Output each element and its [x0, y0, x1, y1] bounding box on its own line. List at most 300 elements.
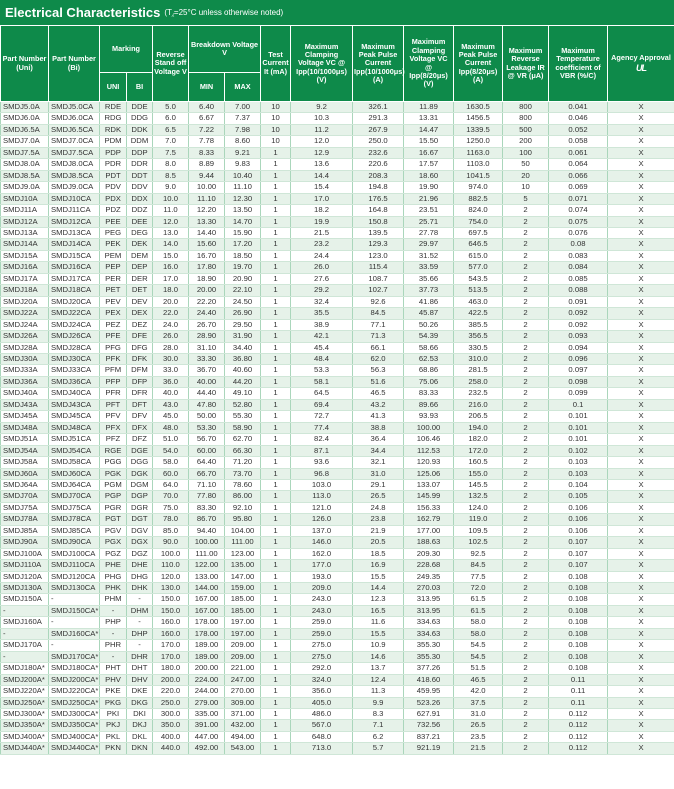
cell-clamp-8-20: 31.52	[404, 250, 454, 261]
cell-peak-8-20: 182.0	[454, 434, 503, 445]
cell-part-bi: SMDJ54CA	[49, 445, 100, 456]
cell-breakdown-min: 53.30	[189, 422, 225, 433]
cell-reverse-standoff: 45.0	[153, 411, 189, 422]
cell-peak-8-20: 974.0	[454, 182, 503, 193]
cell-part-uni: SMDJ17A	[1, 273, 49, 284]
cell-marking-uni: PKE	[100, 686, 127, 697]
cell-test-current: 1	[261, 617, 291, 628]
cell-breakdown-min: 22.20	[189, 296, 225, 307]
cell-part-uni: SMDJ48A	[1, 422, 49, 433]
cell-part-bi: SMDJ6.5CA	[49, 124, 100, 135]
cell-part-bi: -	[49, 617, 100, 628]
table-row	[1, 124, 674, 135]
cell-breakdown-min: 122.00	[189, 560, 225, 571]
cell-peak-8-20: 37.5	[454, 697, 503, 708]
cell-peak-8-20: 281.5	[454, 365, 503, 376]
cell-peak-8-20: 646.5	[454, 239, 503, 250]
cell-breakdown-min: 94.40	[189, 525, 225, 536]
cell-breakdown-max: 7.00	[225, 102, 261, 113]
cell-peak-10-1000: 115.4	[353, 262, 404, 273]
cell-clamp-8-20: 627.91	[404, 709, 454, 720]
cell-marking-bi: DER	[127, 273, 153, 284]
cell-test-current: 1	[261, 709, 291, 720]
cell-peak-10-1000: 84.5	[353, 308, 404, 319]
cell-test-current: 1	[261, 342, 291, 353]
table-row	[1, 731, 674, 742]
cell-breakdown-max: 19.70	[225, 262, 261, 273]
cell-agency: X	[608, 491, 674, 502]
table-row	[1, 147, 674, 158]
cell-part-uni: SMDJ30A	[1, 353, 49, 364]
cell-marking-bi: DEE	[127, 216, 153, 227]
cell-clamp-8-20: 313.95	[404, 594, 454, 605]
cell-temp-coef: 0.103	[549, 468, 608, 479]
cell-part-bi: SMDJ100CA	[49, 548, 100, 559]
cell-peak-8-20: 543.5	[454, 273, 503, 284]
cell-temp-coef: 0.112	[549, 720, 608, 731]
cell-part-uni: SMDJ16A	[1, 262, 49, 273]
cell-reverse-standoff: 160.0	[153, 617, 189, 628]
table-row	[1, 514, 674, 525]
cell-part-bi: SMDJ18CA	[49, 285, 100, 296]
cell-leakage: 2	[503, 205, 549, 216]
cell-breakdown-max: 31.90	[225, 331, 261, 342]
cell-clamp-8-20: 83.33	[404, 388, 454, 399]
cell-agency: X	[608, 617, 674, 628]
cell-agency: X	[608, 479, 674, 490]
cell-clamp-8-20: 35.66	[404, 273, 454, 284]
cell-peak-8-20: 615.0	[454, 250, 503, 261]
cell-test-current: 1	[261, 239, 291, 250]
cell-part-uni: SMDJ350A*	[1, 720, 49, 731]
cell-breakdown-max: 71.20	[225, 457, 261, 468]
cell-clamp-10-1000: 82.4	[291, 434, 353, 445]
cell-agency: X	[608, 227, 674, 238]
cell-breakdown-max: 309.00	[225, 697, 261, 708]
cell-marking-uni: -	[100, 605, 127, 616]
cell-part-bi: SMDJ85CA	[49, 525, 100, 536]
cell-reverse-standoff: 440.0	[153, 743, 189, 754]
cell-marking-uni: PEV	[100, 296, 127, 307]
cell-test-current: 1	[261, 159, 291, 170]
cell-agency: X	[608, 365, 674, 376]
cell-agency: X	[608, 250, 674, 261]
cell-leakage: 2	[503, 296, 549, 307]
cell-peak-10-1000: 139.5	[353, 227, 404, 238]
cell-peak-10-1000: 9.9	[353, 697, 404, 708]
table-row	[1, 663, 674, 674]
cell-reverse-standoff: 26.0	[153, 331, 189, 342]
cell-marking-uni: PFT	[100, 399, 127, 410]
cell-clamp-8-20: 355.30	[404, 651, 454, 662]
cell-peak-10-1000: 267.9	[353, 124, 404, 135]
cell-test-current: 1	[261, 170, 291, 181]
cell-marking-bi: DGG	[127, 457, 153, 468]
cell-marking-uni: PGX	[100, 537, 127, 548]
cell-part-uni: SMDJ250A*	[1, 697, 49, 708]
cell-agency: X	[608, 170, 674, 181]
cell-peak-10-1000: 51.6	[353, 376, 404, 387]
cell-clamp-8-20: 334.63	[404, 628, 454, 639]
cell-breakdown-min: 20.00	[189, 285, 225, 296]
cell-test-current: 1	[261, 399, 291, 410]
cell-breakdown-min: 10.00	[189, 182, 225, 193]
cell-clamp-10-1000: 10.3	[291, 113, 353, 124]
cell-clamp-8-20: 418.60	[404, 674, 454, 685]
cell-agency: X	[608, 709, 674, 720]
table-row	[1, 102, 674, 113]
table-row	[1, 445, 674, 456]
cell-temp-coef: 0.112	[549, 709, 608, 720]
cell-peak-10-1000: 250.0	[353, 136, 404, 147]
cell-marking-uni: PKG	[100, 697, 127, 708]
cell-agency: X	[608, 502, 674, 513]
table-row	[1, 193, 674, 204]
cell-test-current: 1	[261, 319, 291, 330]
cell-leakage: 2	[503, 342, 549, 353]
cell-peak-10-1000: 18.5	[353, 548, 404, 559]
cell-marking-uni: PHR	[100, 640, 127, 651]
cell-marking-bi: DEX	[127, 308, 153, 319]
cell-clamp-10-1000: 38.9	[291, 319, 353, 330]
cell-leakage: 2	[503, 514, 549, 525]
cell-part-bi: SMDJ9.0CA	[49, 182, 100, 193]
cell-breakdown-min: 189.00	[189, 651, 225, 662]
cell-clamp-8-20: 106.46	[404, 434, 454, 445]
cell-test-current: 1	[261, 479, 291, 490]
cell-breakdown-max: 18.50	[225, 250, 261, 261]
cell-part-bi: SMDJ30CA	[49, 353, 100, 364]
table-row	[1, 399, 674, 410]
cell-reverse-standoff: 6.0	[153, 113, 189, 124]
cell-breakdown-max: 185.00	[225, 594, 261, 605]
cell-clamp-8-20: 62.53	[404, 353, 454, 364]
cell-part-uni: SMDJ64A	[1, 479, 49, 490]
cell-breakdown-max: 147.00	[225, 571, 261, 582]
cell-peak-8-20: 330.5	[454, 342, 503, 353]
cell-marking-uni: PDZ	[100, 205, 127, 216]
table-row	[1, 491, 674, 502]
cell-clamp-8-20: 188.63	[404, 537, 454, 548]
table-row	[1, 502, 674, 513]
cell-marking-bi: DEG	[127, 227, 153, 238]
cell-breakdown-min: 200.00	[189, 663, 225, 674]
cell-peak-10-1000: 176.5	[353, 193, 404, 204]
cell-leakage: 2	[503, 250, 549, 261]
cell-marking-uni: PEG	[100, 227, 127, 238]
cell-part-uni: SMDJ18A	[1, 285, 49, 296]
cell-breakdown-max: 40.60	[225, 365, 261, 376]
cell-temp-coef: 0.108	[549, 640, 608, 651]
cell-clamp-8-20: 228.68	[404, 560, 454, 571]
cell-clamp-10-1000: 12.0	[291, 136, 353, 147]
cell-clamp-10-1000: 356.0	[291, 686, 353, 697]
cell-reverse-standoff: 350.0	[153, 720, 189, 731]
cell-leakage: 2	[503, 331, 549, 342]
cell-marking-uni: PEX	[100, 308, 127, 319]
cell-marking-bi: DHM	[127, 605, 153, 616]
cell-clamp-8-20: 14.47	[404, 124, 454, 135]
cell-part-bi: SMDJ350CA*	[49, 720, 100, 731]
cell-breakdown-min: 18.90	[189, 273, 225, 284]
cell-leakage: 2	[503, 651, 549, 662]
cell-peak-8-20: 23.5	[454, 731, 503, 742]
cell-clamp-10-1000: 11.2	[291, 124, 353, 135]
cell-marking-uni: PFM	[100, 365, 127, 376]
cell-marking-bi: DHK	[127, 583, 153, 594]
cell-clamp-10-1000: 9.2	[291, 102, 353, 113]
cell-temp-coef: 0.107	[549, 548, 608, 559]
cell-temp-coef: 0.071	[549, 193, 608, 204]
cell-temp-coef: 0.102	[549, 445, 608, 456]
cell-breakdown-min: 60.00	[189, 445, 225, 456]
cell-leakage: 2	[503, 227, 549, 238]
cell-clamp-8-20: 50.26	[404, 319, 454, 330]
cell-part-uni: SMDJ8.5A	[1, 170, 49, 181]
cell-peak-8-20: 882.5	[454, 193, 503, 204]
cell-part-bi: SMDJ7.5CA	[49, 147, 100, 158]
cell-peak-10-1000: 23.8	[353, 514, 404, 525]
cell-marking-uni: PHM	[100, 594, 127, 605]
cell-reverse-standoff: 60.0	[153, 468, 189, 479]
cell-clamp-8-20: 29.97	[404, 239, 454, 250]
cell-marking-bi: DET	[127, 285, 153, 296]
cell-breakdown-min: 12.20	[189, 205, 225, 216]
cell-clamp-8-20: 377.26	[404, 663, 454, 674]
cell-marking-bi: DHG	[127, 571, 153, 582]
cell-marking-uni: PFZ	[100, 434, 127, 445]
cell-peak-8-20: 1630.5	[454, 102, 503, 113]
cell-peak-8-20: 72.0	[454, 583, 503, 594]
cell-part-bi: -	[49, 640, 100, 651]
cell-test-current: 1	[261, 628, 291, 639]
cell-breakdown-min: 111.00	[189, 548, 225, 559]
cell-leakage: 2	[503, 663, 549, 674]
cell-peak-10-1000: 194.8	[353, 182, 404, 193]
cell-breakdown-max: 14.70	[225, 216, 261, 227]
cell-peak-8-20: 61.5	[454, 594, 503, 605]
cell-breakdown-max: 104.00	[225, 525, 261, 536]
cell-marking-uni: PEM	[100, 250, 127, 261]
cell-reverse-standoff: 300.0	[153, 709, 189, 720]
cell-agency: X	[608, 594, 674, 605]
cell-marking-uni: PKI	[100, 709, 127, 720]
table-row	[1, 113, 674, 124]
cell-test-current: 1	[261, 663, 291, 674]
cell-part-uni: SMDJ100A	[1, 548, 49, 559]
cell-marking-uni: PGG	[100, 457, 127, 468]
cell-agency: X	[608, 296, 674, 307]
cell-part-bi: SMDJ28CA	[49, 342, 100, 353]
cell-peak-10-1000: 129.3	[353, 239, 404, 250]
cell-leakage: 800	[503, 113, 549, 124]
cell-breakdown-max: 13.50	[225, 205, 261, 216]
cell-agency: X	[608, 663, 674, 674]
cell-marking-uni: PEP	[100, 262, 127, 273]
cell-test-current: 1	[261, 182, 291, 193]
cell-temp-coef: 0.058	[549, 136, 608, 147]
cell-peak-8-20: 310.0	[454, 353, 503, 364]
cell-test-current: 1	[261, 548, 291, 559]
cell-agency: X	[608, 743, 674, 754]
cell-part-uni: SMDJ400A*	[1, 731, 49, 742]
cell-test-current: 10	[261, 102, 291, 113]
cell-reverse-standoff: 13.0	[153, 227, 189, 238]
cell-marking-bi: DKI	[127, 709, 153, 720]
cell-leakage: 2	[503, 571, 549, 582]
cell-test-current: 1	[261, 331, 291, 342]
cell-peak-10-1000: 7.1	[353, 720, 404, 731]
cell-breakdown-max: 9.21	[225, 147, 261, 158]
table-row	[1, 227, 674, 238]
cell-part-bi: -	[49, 594, 100, 605]
cell-clamp-10-1000: 209.0	[291, 583, 353, 594]
cell-test-current: 1	[261, 720, 291, 731]
cell-part-bi: SMDJ13CA	[49, 227, 100, 238]
cell-clamp-10-1000: 32.4	[291, 296, 353, 307]
cell-clamp-10-1000: 42.1	[291, 331, 353, 342]
cell-part-uni: SMDJ51A	[1, 434, 49, 445]
cell-marking-bi: DEV	[127, 296, 153, 307]
cell-breakdown-max: 432.00	[225, 720, 261, 731]
cell-part-bi: SMDJ51CA	[49, 434, 100, 445]
cell-breakdown-min: 36.70	[189, 365, 225, 376]
cell-marking-uni: PER	[100, 273, 127, 284]
cell-part-uni: SMDJ110A	[1, 560, 49, 571]
cell-part-bi: SMDJ36CA	[49, 376, 100, 387]
cell-temp-coef: 0.108	[549, 594, 608, 605]
cell-leakage: 100	[503, 147, 549, 158]
cell-test-current: 1	[261, 193, 291, 204]
cell-peak-8-20: 577.0	[454, 262, 503, 273]
cell-peak-10-1000: 43.2	[353, 399, 404, 410]
cell-breakdown-min: 224.00	[189, 674, 225, 685]
cell-temp-coef: 0.11	[549, 686, 608, 697]
cell-peak-10-1000: 24.8	[353, 502, 404, 513]
cell-part-bi: SMDJ15CA	[49, 250, 100, 261]
cell-peak-8-20: 26.5	[454, 720, 503, 731]
cell-marking-uni: PFX	[100, 422, 127, 433]
cell-agency: X	[608, 319, 674, 330]
cell-part-uni: SMDJ70A	[1, 491, 49, 502]
cell-part-uni: SMDJ14A	[1, 239, 49, 250]
cell-temp-coef: 0.11	[549, 674, 608, 685]
cell-clamp-10-1000: 126.0	[291, 514, 353, 525]
cell-breakdown-min: 13.30	[189, 216, 225, 227]
cell-test-current: 1	[261, 640, 291, 651]
cell-part-uni: SMDJ200A*	[1, 674, 49, 685]
cell-test-current: 1	[261, 147, 291, 158]
cell-leakage: 200	[503, 136, 549, 147]
cell-leakage: 2	[503, 422, 549, 433]
cell-reverse-standoff: 200.0	[153, 674, 189, 685]
cell-part-bi: SMDJ20CA	[49, 296, 100, 307]
cell-temp-coef: 0.091	[549, 296, 608, 307]
cell-marking-uni: PGR	[100, 502, 127, 513]
cell-clamp-10-1000: 137.0	[291, 525, 353, 536]
cell-clamp-8-20: 18.60	[404, 170, 454, 181]
header-breakdown-min: MIN	[189, 73, 225, 102]
cell-breakdown-max: 52.80	[225, 399, 261, 410]
cell-clamp-10-1000: 405.0	[291, 697, 353, 708]
cell-reverse-standoff: 48.0	[153, 422, 189, 433]
cell-temp-coef: 0.074	[549, 205, 608, 216]
cell-leakage: 2	[503, 686, 549, 697]
cell-breakdown-min: 16.70	[189, 250, 225, 261]
cell-peak-10-1000: 326.1	[353, 102, 404, 113]
ul-logo-icon: UL	[636, 62, 647, 73]
cell-breakdown-max: 66.30	[225, 445, 261, 456]
cell-clamp-10-1000: 14.4	[291, 170, 353, 181]
cell-part-bi: SMDJ78CA	[49, 514, 100, 525]
cell-reverse-standoff: 33.0	[153, 365, 189, 376]
cell-clamp-10-1000: 48.4	[291, 353, 353, 364]
cell-test-current: 1	[261, 285, 291, 296]
cell-peak-10-1000: 14.6	[353, 651, 404, 662]
cell-part-bi: SMDJ8.5CA	[49, 170, 100, 181]
cell-part-bi: SMDJ64CA	[49, 479, 100, 490]
cell-temp-coef: 0.041	[549, 102, 608, 113]
cell-clamp-8-20: 17.57	[404, 159, 454, 170]
table-row	[1, 296, 674, 307]
cell-part-bi: SMDJ17CA	[49, 273, 100, 284]
cell-breakdown-max: 209.00	[225, 651, 261, 662]
cell-reverse-standoff: 43.0	[153, 399, 189, 410]
cell-test-current: 1	[261, 514, 291, 525]
cell-breakdown-max: 221.00	[225, 663, 261, 674]
cell-part-bi: SMDJ12CA	[49, 216, 100, 227]
cell-temp-coef: 0.061	[549, 147, 608, 158]
cell-test-current: 1	[261, 376, 291, 387]
table-row	[1, 388, 674, 399]
cell-part-uni: SMDJ7.0A	[1, 136, 49, 147]
cell-reverse-standoff: 40.0	[153, 388, 189, 399]
cell-temp-coef: 0.046	[549, 113, 608, 124]
cell-test-current: 1	[261, 457, 291, 468]
cell-test-current: 10	[261, 124, 291, 135]
table-row	[1, 583, 674, 594]
cell-marking-bi: DGR	[127, 502, 153, 513]
cell-clamp-8-20: 15.50	[404, 136, 454, 147]
table-row	[1, 376, 674, 387]
cell-peak-10-1000: 14.4	[353, 583, 404, 594]
cell-test-current: 1	[261, 365, 291, 376]
cell-peak-8-20: 145.5	[454, 479, 503, 490]
cell-marking-uni: RDG	[100, 113, 127, 124]
cell-test-current: 1	[261, 560, 291, 571]
cell-part-uni: -	[1, 651, 49, 662]
cell-peak-10-1000: 71.3	[353, 331, 404, 342]
cell-peak-10-1000: 12.3	[353, 594, 404, 605]
cell-marking-bi: -	[127, 640, 153, 651]
cell-temp-coef: 0.069	[549, 182, 608, 193]
cell-leakage: 2	[503, 674, 549, 685]
cell-leakage: 2	[503, 388, 549, 399]
cell-clamp-8-20: 23.51	[404, 205, 454, 216]
cell-clamp-10-1000: 103.0	[291, 479, 353, 490]
cell-peak-10-1000: 6.2	[353, 731, 404, 742]
cell-breakdown-min: 47.80	[189, 399, 225, 410]
cell-clamp-10-1000: 193.0	[291, 571, 353, 582]
cell-part-uni: SMDJ180A*	[1, 663, 49, 674]
cell-agency: X	[608, 720, 674, 731]
cell-reverse-standoff: 36.0	[153, 376, 189, 387]
cell-part-bi: SMDJ250CA*	[49, 697, 100, 708]
cell-peak-8-20: 1103.0	[454, 159, 503, 170]
cell-reverse-standoff: 14.0	[153, 239, 189, 250]
cell-marking-bi: DHR	[127, 651, 153, 662]
cell-clamp-8-20: 120.93	[404, 457, 454, 468]
